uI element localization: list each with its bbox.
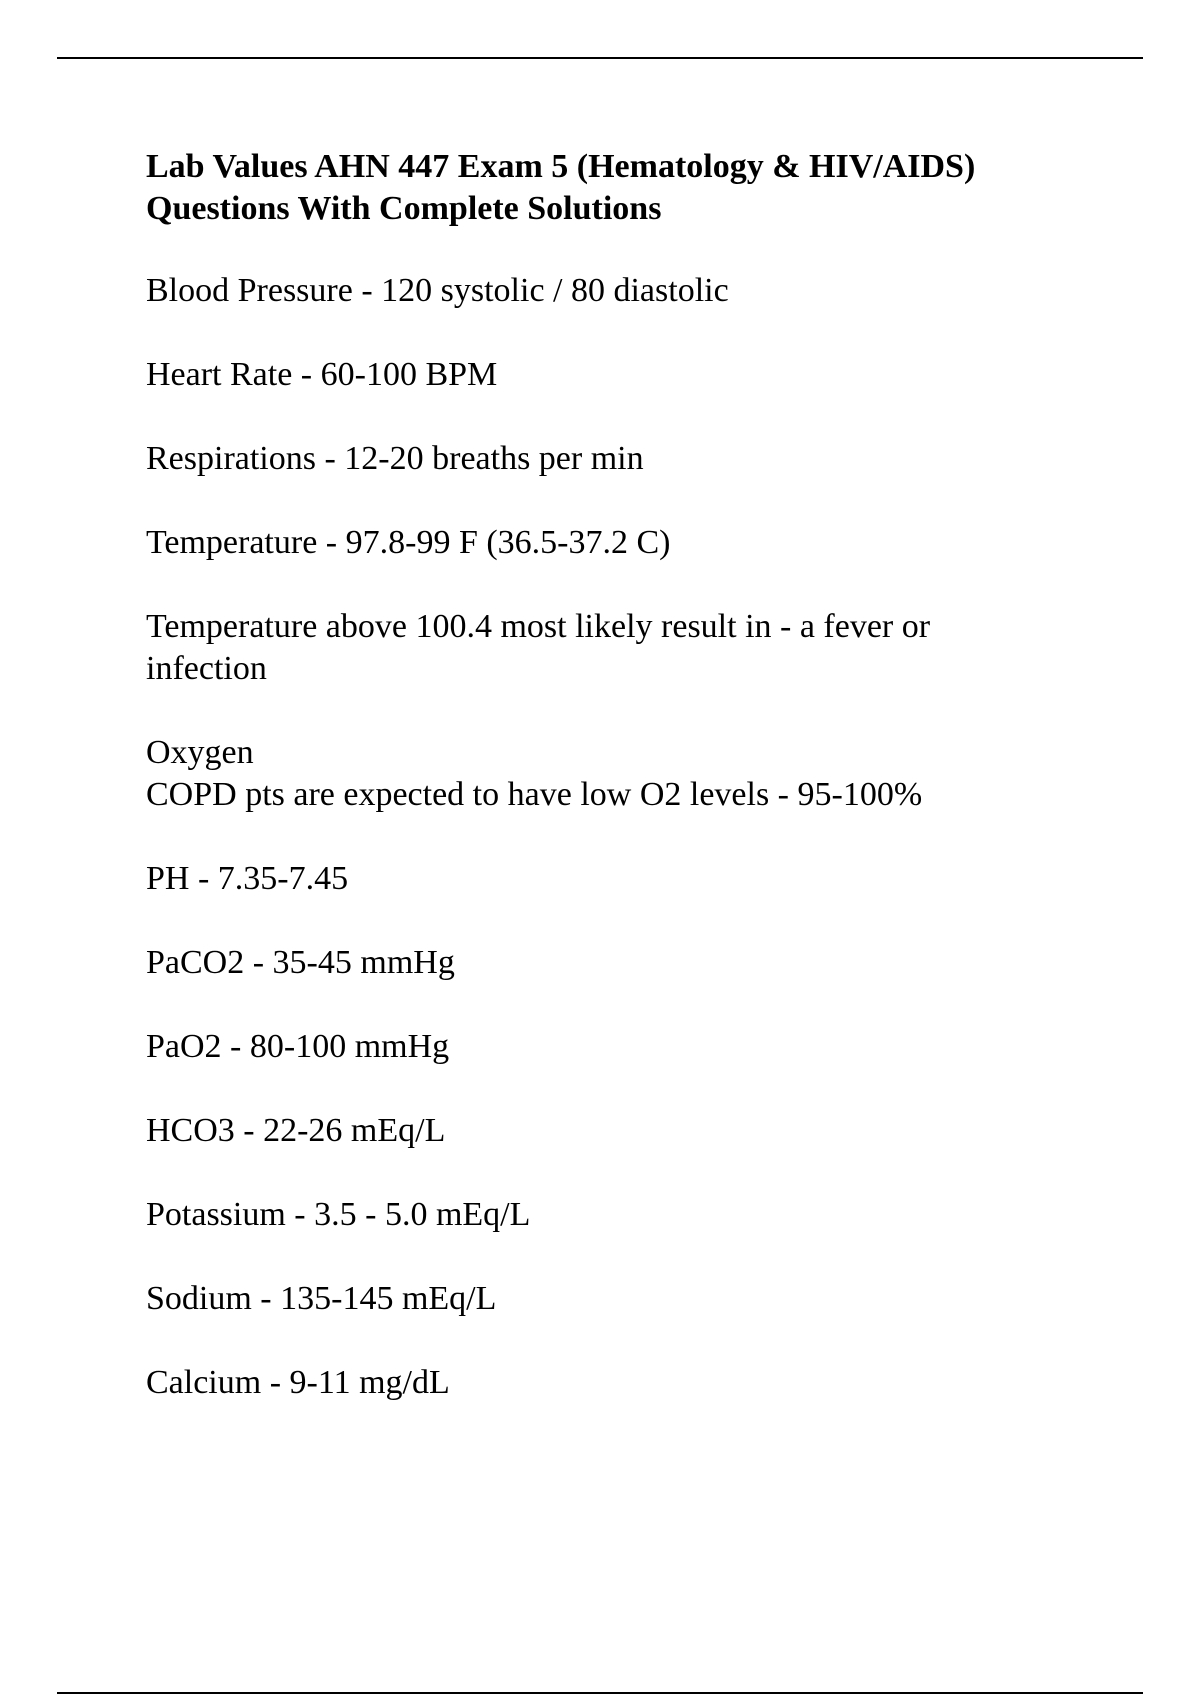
lab-value-entry — [146, 606, 1066, 690]
lab-value-entry — [146, 354, 1066, 396]
title-line: Questions With Complete Solutions — [146, 190, 662, 227]
entry-text: PH - 7.35-7.45 — [146, 860, 349, 897]
header-divider — [57, 57, 1143, 59]
lab-value-entry — [146, 1278, 1066, 1320]
lab-value-entry — [146, 942, 1066, 984]
entry-text: HCO3 - 22-26 mEq/L — [146, 1112, 446, 1149]
lab-value-list — [146, 270, 1066, 1404]
document-body — [146, 146, 1066, 1446]
lab-value-entry — [146, 732, 1066, 816]
lab-value-entry — [146, 522, 1066, 564]
entry-text: Respirations - 12-20 breaths per min — [146, 440, 644, 477]
entry-text: Oxygen — [146, 734, 254, 771]
lab-value-entry — [146, 1362, 1066, 1404]
lab-value-entry — [146, 1026, 1066, 1068]
title-line: Lab Values AHN 447 Exam 5 (Hematology & HIV/AIDS) — [146, 148, 976, 185]
footer-divider — [57, 1692, 1143, 1694]
entry-text: Calcium - 9-11 mg/dL — [146, 1364, 450, 1401]
entry-text: COPD pts are expected to have low O2 levels - 95-100% — [146, 776, 923, 813]
entry-text: infection — [146, 650, 267, 687]
entry-text: Sodium - 135-145 mEq/L — [146, 1280, 497, 1317]
document-title — [146, 146, 1066, 230]
lab-value-entry — [146, 1194, 1066, 1236]
entry-text: Heart Rate - 60-100 BPM — [146, 356, 498, 393]
entry-text: Temperature above 100.4 most likely result in - a fever or — [146, 608, 931, 645]
entry-text: PaO2 - 80-100 mmHg — [146, 1028, 450, 1065]
entry-text: Temperature - 97.8-99 F (36.5-37.2 C) — [146, 524, 671, 561]
lab-value-entry — [146, 1110, 1066, 1152]
entry-text: Potassium - 3.5 - 5.0 mEq/L — [146, 1196, 531, 1233]
lab-value-entry — [146, 858, 1066, 900]
entry-text: PaCO2 - 35-45 mmHg — [146, 944, 455, 981]
lab-value-entry — [146, 270, 1066, 312]
entry-text: Blood Pressure - 120 systolic / 80 diastolic — [146, 272, 729, 309]
lab-value-entry — [146, 438, 1066, 480]
